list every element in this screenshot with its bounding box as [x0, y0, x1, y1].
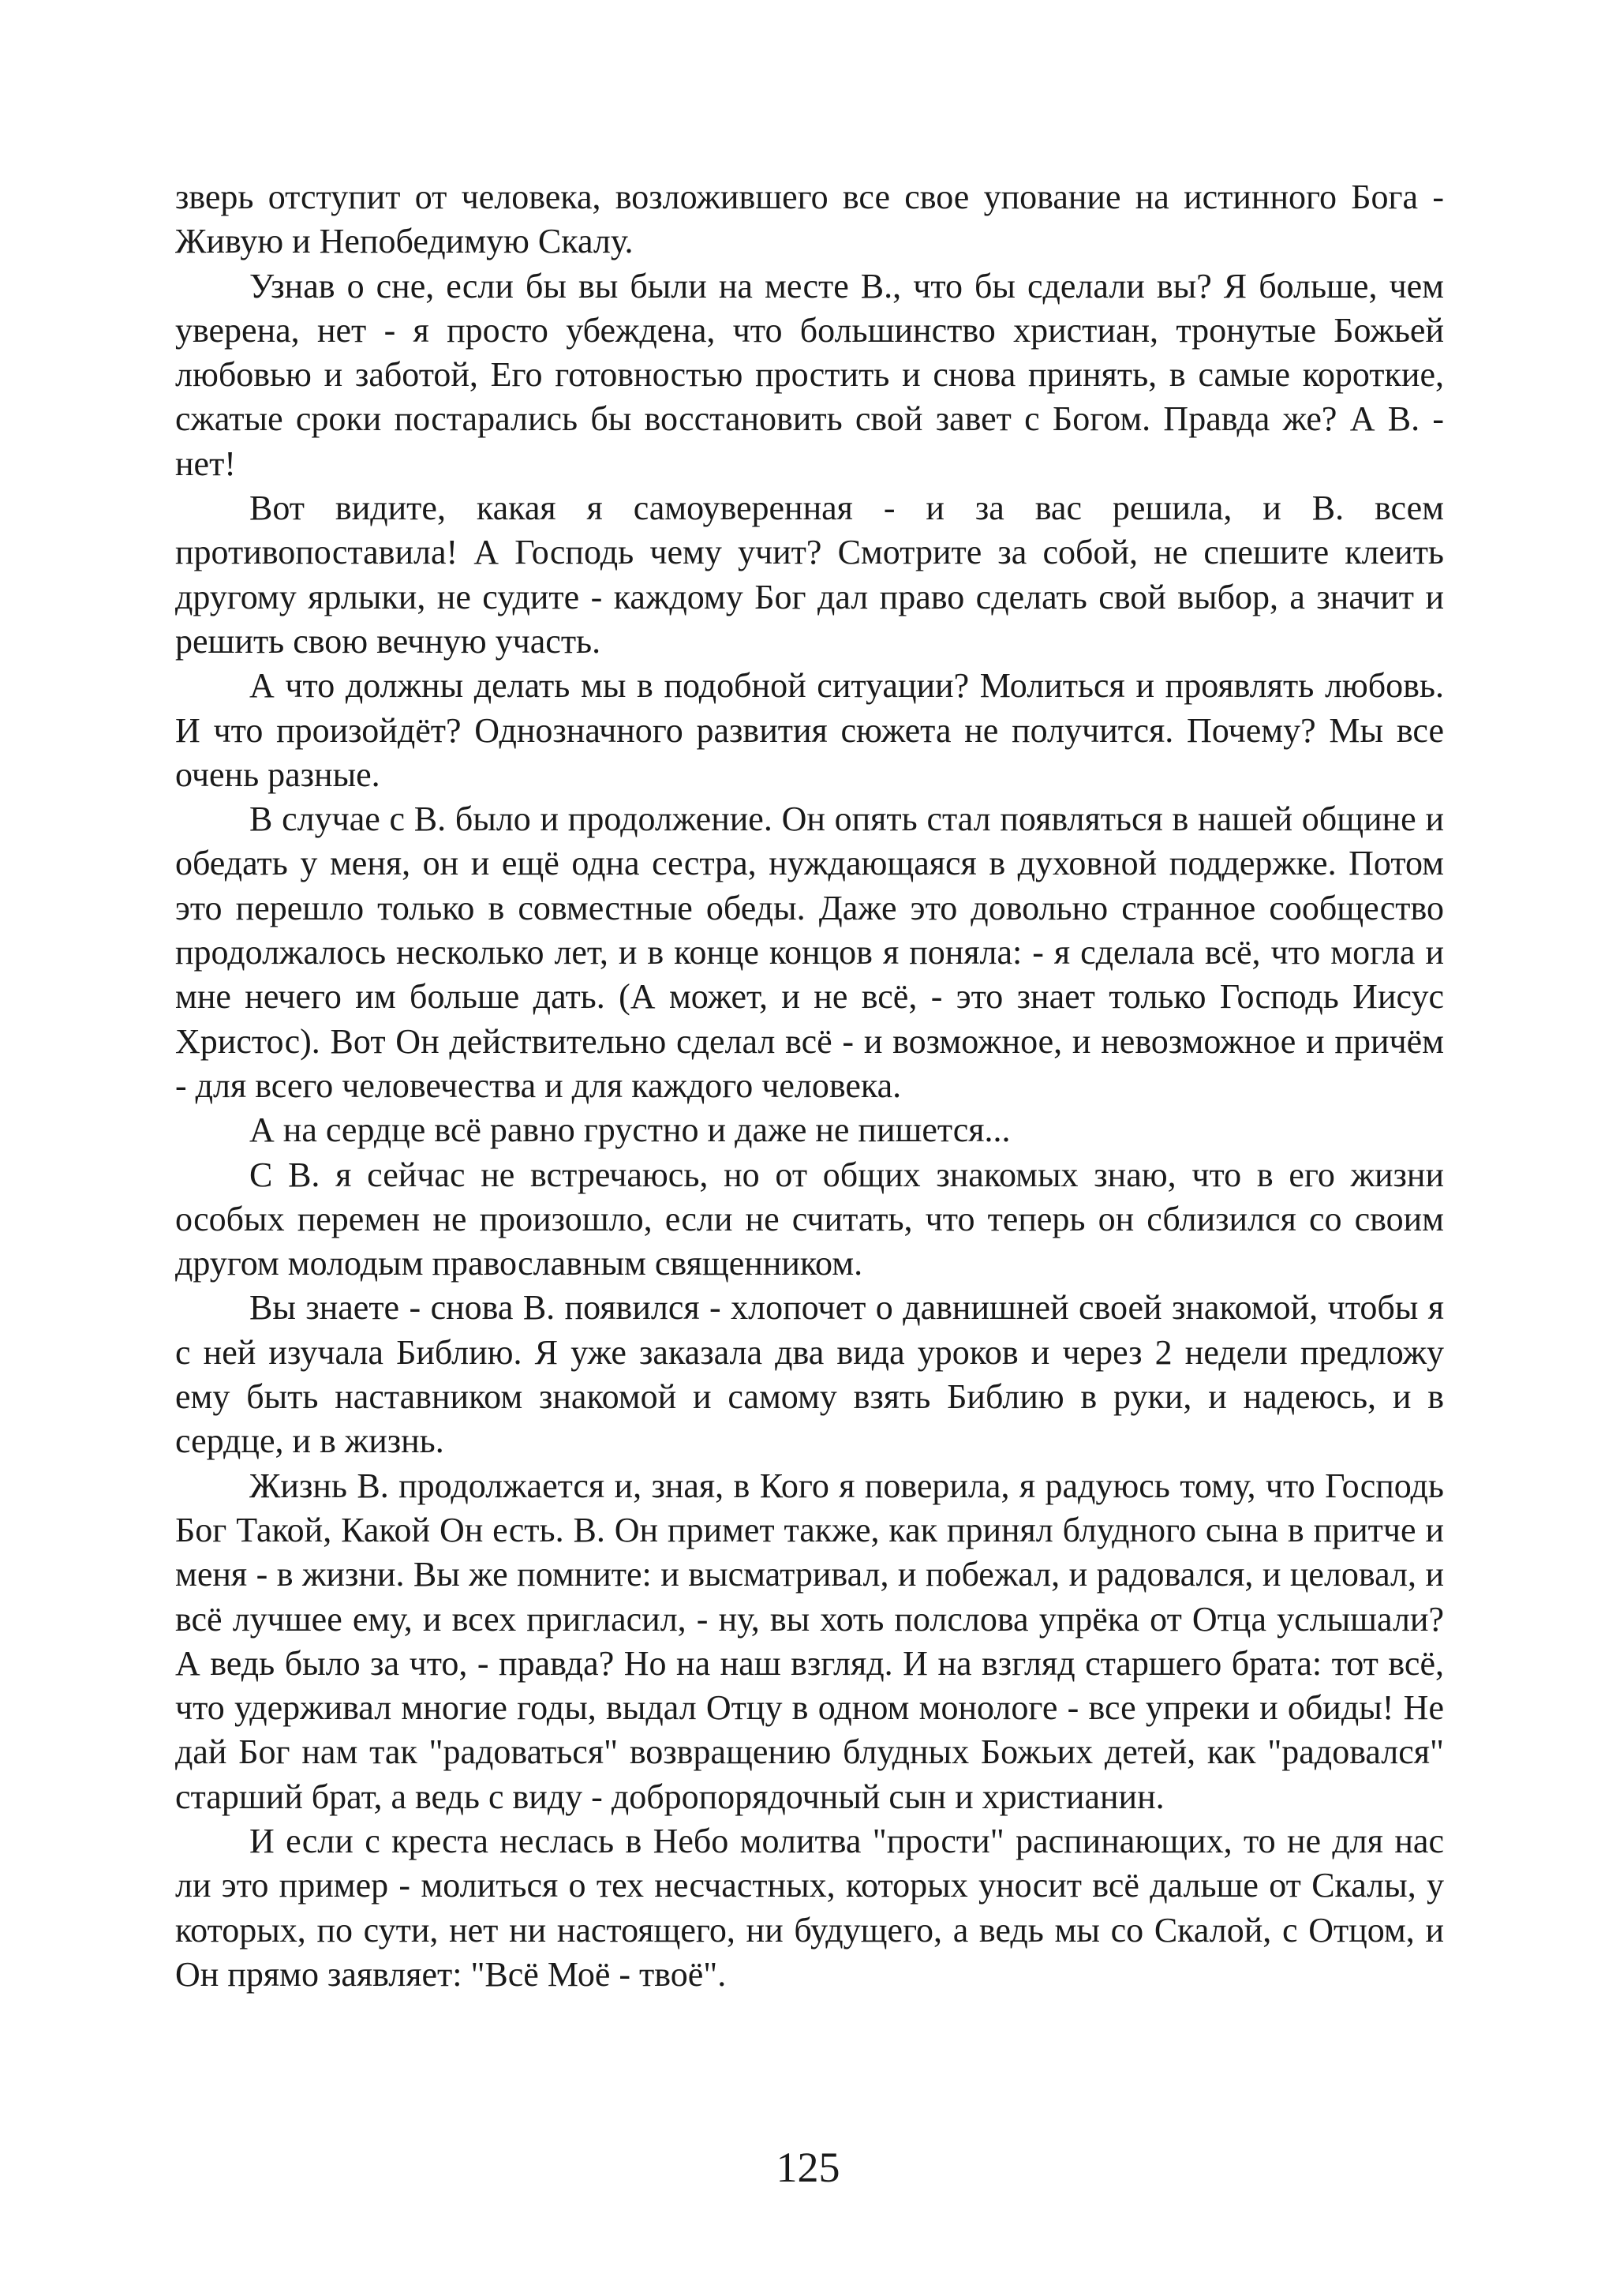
paragraph: Жизнь В. продолжается и, зная, в Кого я поверила, я радуюсь тому, что Господь Бог Такой, Какой Он есть. В. Он примет также, как принял блудного сына в притче и меня - в жизни. Вы же помните: и высматривал, и побежал, и радовался, и целовал, и всё лучшее ему, и всех пригласил, - ну, вы хоть полслова упрёка от Отца услышали? А ведь было за что, - правда? Но на наш взгляд. И на взгляд старшего брата: тот всё, что удерживал многие годы, выдал Отцу в одном монологе - все упреки и обиды! Не дай Бог нам так "радоваться" возвращению блудных Божьих детей, как "радовался" старший брат, а ведь с виду - добропорядочный сын и христианин. — [175, 1466, 1444, 1816]
paragraph: А что должны делать мы в подобной ситуации? Молиться и проявлять любовь. И что произойдёт? Однозначного развития сюжета не получится. Почему? Мы все очень разные. — [175, 666, 1444, 794]
paragraph: С В. я сейчас не встречаюсь, но от общих знакомых знаю, что в его жизни особых перемен не произошло, если не считать, что теперь он сблизился со своим другом молодым православным священником. — [175, 1155, 1444, 1283]
paragraph: Вот видите, какая я самоуверенная - и за вас решила, и В. всем противопоставила! А Господь чему учит? Смотрите за собой, не спешите клеить другому ярлыки, не судите - каждому Бог дал право сделать свой выбор, а значит и решить свою вечную участь. — [175, 489, 1444, 661]
paragraph: Вы знаете - снова В. появился - хлопочет о давнишней своей знакомой, чтобы я с ней изучала Библию. Я уже заказала два вида уроков и через 2 недели предложу ему быть наставником знакомой и самому взять Библию в руки, и надеюсь, и в сердце, и в жизнь. — [175, 1288, 1444, 1461]
paragraph: А на сердце всё равно грустно и даже не пишется... — [249, 1111, 1011, 1150]
page-number: 125 — [776, 2144, 840, 2191]
paragraph: И если с креста неслась в Небо молитва "прости" распинающих, то не для нас ли это пример - молиться о тех несчастных, которых уносит всё дальше от Скалы, у которых, по сути, нет ни настоящего, ни будущего, а ведь мы со Скалой, с Отцом, и Он прямо заявляет: "Всё Моё - твоё". — [175, 1821, 1444, 1994]
paragraph: В случае с В. было и продолжение. Он опять стал появляться в нашей общине и обедать у меня, он и ещё одна сестра, нуждающаяся в духовной поддержке. Потом это перешло только в совместные обеды. Даже это довольно странное сообщество продолжалось несколько лет, и в конце концов я поняла: - я сделала всё, что могла и мне нечего им больше дать. (А может, и не всё, - это знает только Господь Иисус Христос). Вот Он действительно сделал всё - и возможное, и невозможное и причём - для всего человечества и для каждого человека. — [175, 800, 1444, 1105]
paragraph: Узнав о сне, если бы вы были на месте В., что бы сделали вы? Я больше, чем уверена, нет - я просто убеждена, что большинство христиан, тронутые Божьей любовью и заботой, Его готовностью простить и снова принять, в самые короткие, сжатые сроки постарались бы восстановить свой завет с Богом. Правда же? А В. - нет! — [175, 266, 1444, 483]
paragraph-continuation: зверь отступит от человека, возложившего все свое упование на истинного Бога - Живую и Непобедимую Скалу. — [175, 178, 1444, 261]
body-text — [175, 175, 1444, 1997]
